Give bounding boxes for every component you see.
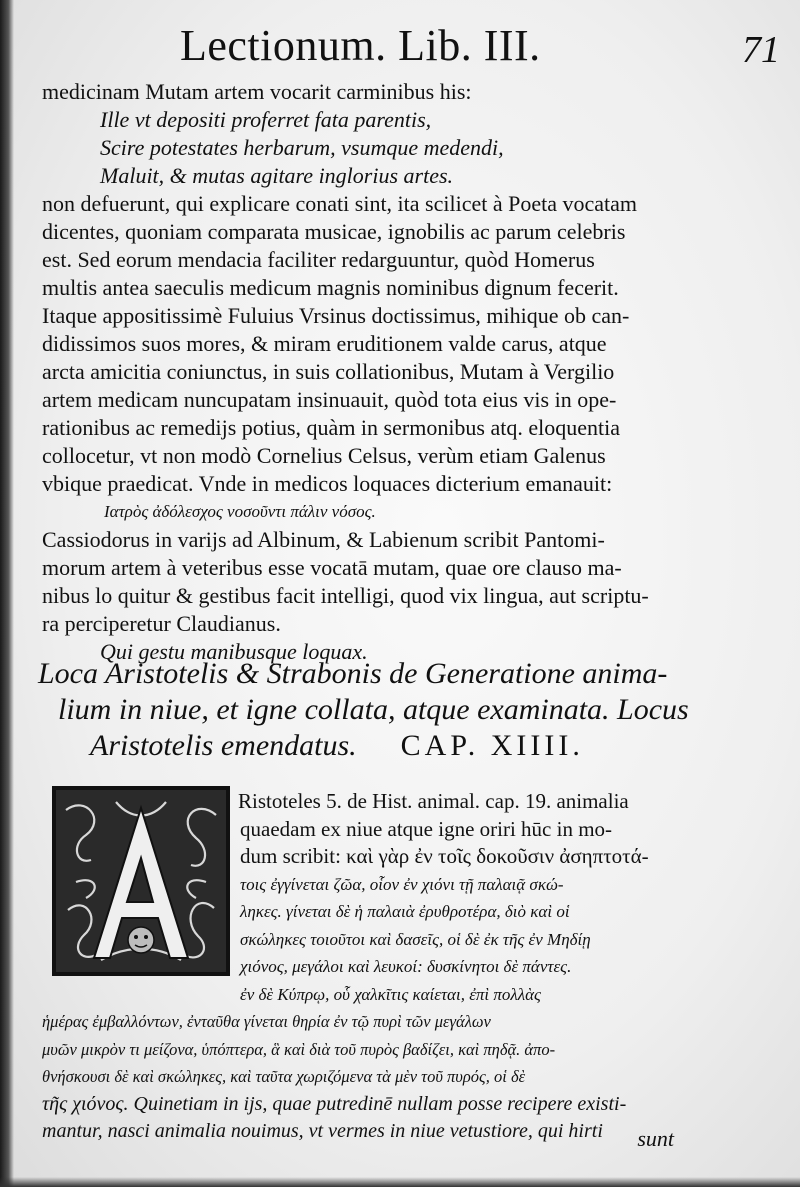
text-line: dum scribit: καὶ γὰρ ἐν τοῖς δοκοῦσιν ἀσηπτοτά- [240, 844, 649, 868]
greek-line: ληκες. γίνεται δὲ ἡ παλαιὰ ἐρυθροτέρα, διὸ καὶ οἱ [240, 902, 570, 921]
chapter-number: CAP. XIIII. [400, 729, 584, 762]
verse-line: Qui gestu manibusque loquax. [100, 639, 368, 664]
text-line: medicinam Mutam artem vocarit carminibus his: [42, 79, 472, 104]
text-line: τῆς χιόνος. Quinetiam in ijs, quae putredinē nullam posse recipere existi- [42, 1092, 627, 1115]
page-edge-shadow [0, 0, 14, 1187]
section-text [42, 788, 710, 1146]
page-bottom-shadow [0, 1177, 800, 1187]
page-header [180, 20, 780, 80]
chapter-title-line: lium in niue, et igne collata, atque examinata. Locus [58, 693, 689, 726]
greek-proverb: Ιατρὸς ἀδόλεσχος νοσοῦντι πάλιν νόσος. [104, 502, 376, 521]
verse-line: Ille vt depositi proferret fata parentis, [100, 107, 432, 132]
text-line: collocetur, vt non modò Cornelius Celsus, verùm etiam Galenus [42, 443, 606, 468]
page-number: 71 [742, 29, 780, 71]
greek-line: σκώληκες τοιοῦτοι καὶ δασεῖς, οἱ δὲ ἐκ τῆς ἐν Μηδίῃ [240, 929, 591, 949]
text-line: Cassiodorus in varijs ad Albinum, & Labienum scribit Pantomi- [42, 527, 605, 552]
chapter-title-line: Loca Aristotelis & Strabonis de Generatione anima- [38, 657, 668, 690]
running-title: Lectionum. Lib. III. [180, 21, 541, 70]
body-text [42, 78, 710, 666]
text-line: quaedam ex niue atque igne oriri hūc in mo- [240, 816, 613, 841]
greek-line: θνήσκουσι δὲ καὶ σκώληκες, καὶ ταῦτα χωριζόμενα τὰ μὲν τοῦ πυρός, οἱ δὲ [42, 1067, 526, 1086]
text-line: Itaque appositissimè Fuluius Vrsinus doctissimus, mihique ob can- [42, 303, 630, 328]
greek-line: μυῶν μικρὸν τι μείζονα, ὑπόπτερα, ἃ καὶ διὰ τοῦ πυρὸς βαδίζει, καὶ πηδᾷ. ἀπο- [42, 1039, 556, 1059]
catchword: sunt [637, 1126, 674, 1151]
text-line: artem medicam nuncupatam insinuauit, quòd tota eius vis in ope- [42, 387, 617, 412]
text-line: didissimos suos mores, & miram eruditionem valde carus, atque [42, 331, 607, 356]
greek-line: ἐν δὲ Κύπρῳ, οὗ χαλκῖτις καίεται, ἐπὶ πολλὰς [240, 984, 541, 1004]
text-line: rationibus ac remedijs potius, quàm in sermonibus atq. eloquentia [42, 415, 620, 440]
text-line: vbique praedicat. Vnde in medicos loquaces dicterium emanauit: [42, 471, 613, 496]
text-line: morum artem à veteribus esse vocatā mutam, quae ore clauso ma- [42, 555, 622, 580]
text-line: est. Sed eorum mendacia faciliter redarguuntur, quòd Homerus [42, 247, 595, 272]
text-line: arcta amicitia coniunctus, in suis collationibus, Mutam à Vergilio [42, 359, 615, 384]
text-line: multis antea saeculis medicum magnis nominibus dignum fecerit. [42, 275, 619, 300]
greek-line: τοις ἐγγίνεται ζῶα, οἷον ἐν χιόνι τῇ παλαιᾷ σκώ- [240, 874, 564, 894]
verse-line: Maluit, & mutas agitare inglorius artes. [100, 163, 454, 188]
text-line: ra perciperetur Claudianus. [42, 611, 281, 636]
chapter-title-line [38, 728, 718, 764]
greek-line: ἡμέρας ἐμβαλλόντων, ἐνταῦθα γίνεται θηρία ἐν τῷ πυρὶ τῶν μεγάλων [42, 1012, 491, 1031]
text-line: mantur, nasci animalia nouimus, vt vermes in niue vetustiore, qui hirti [42, 1120, 603, 1142]
chapter-title-line: Aristotelis emendatus. [90, 729, 357, 762]
text-line: nibus lo quitur & gestibus facit intelligi, quod vix lingua, aut scriptu- [42, 583, 649, 608]
chapter-heading [38, 656, 718, 764]
verse-line: Scire potestates herbarum, vsumque medendi, [100, 135, 504, 160]
text-line: non defuerunt, qui explicare conati sint, ita scilicet à Poeta vocatam [42, 191, 638, 216]
text-line: Ristoteles 5. de Hist. animal. cap. 19. animalia [238, 789, 629, 813]
greek-line: χιόνος, μεγάλοι καὶ λευκοί: δυσκίνητοι δὲ πάντες. [240, 957, 572, 976]
text-line: dicentes, quoniam comparata musicae, ignobilis ac parum celebris [42, 219, 626, 244]
